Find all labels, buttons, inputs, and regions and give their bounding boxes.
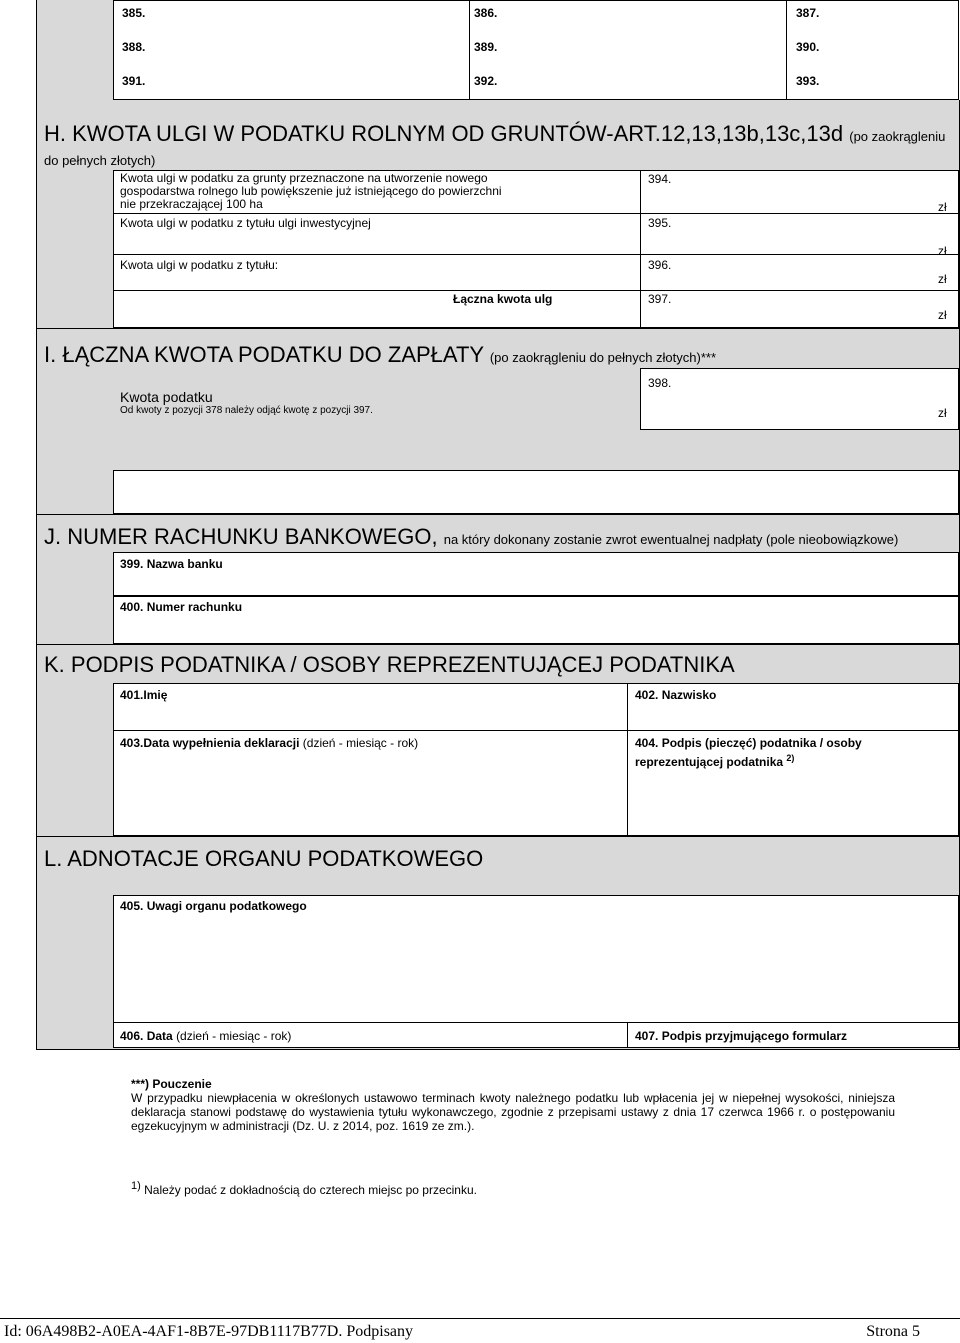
field-387[interactable]: 387.: [796, 6, 820, 20]
receiver-signature-label: 407. Podpis przyjmującego formularz: [635, 1029, 848, 1043]
first-name-field[interactable]: [113, 683, 628, 731]
h-row-394-label: Kwota ulgi w podatku za grunty przeznaczone na utworzenie nowego gospodarstwa rolnego lub powiększenie już istniejącego do powierzchni nie przekraczającej 100 ha: [120, 171, 502, 211]
receipt-date-label: 406. Data (dzień - miesiąc - rok): [120, 1029, 292, 1043]
section-i-empty-box: [113, 470, 959, 514]
h-row-396-unit: zł: [938, 272, 947, 286]
bank-name-label: 399. Nazwa banku: [120, 557, 223, 571]
section-i-title: I. ŁĄCZNA KWOTA PODATKU DO ZAPŁATY (po zaokrągleniu do pełnych złotych)***: [44, 342, 716, 367]
field-386[interactable]: 386.: [474, 6, 498, 20]
field-393[interactable]: 393.: [796, 74, 820, 88]
document-id: Id: 06A498B2-A0EA-4AF1-8B7E-97DB1117B77D. Podpisany: [4, 1323, 414, 1340]
section-i-label: Kwota podatku: [120, 389, 213, 405]
field-391[interactable]: 391.: [122, 74, 146, 88]
fill-date-label: 403.Data wypełnienia deklaracji (dzień - miesiąc - rok): [120, 736, 419, 750]
field-385[interactable]: 385.: [122, 6, 146, 20]
h-row-394-num[interactable]: 394.: [648, 172, 672, 186]
footnote-mark: 1): [131, 1180, 141, 1192]
field-388[interactable]: 388.: [122, 40, 146, 54]
tax-office-remarks-label: 405. Uwagi organu podatkowego: [120, 899, 307, 913]
footer-rule: [0, 1318, 960, 1319]
h-row-396-label: Kwota ulgi w podatku z tytułu:: [120, 258, 279, 272]
top-grid-margin: [36, 0, 116, 100]
h-row-397-num[interactable]: 397.: [648, 292, 672, 306]
field-392[interactable]: 392.: [474, 74, 498, 88]
account-number-label: 400. Numer rachunku: [120, 600, 243, 614]
section-i-unit: zł: [938, 406, 947, 420]
page-number: Strona 5: [866, 1323, 920, 1340]
notice-text: W przypadku niewpłacenia w określonych ustawowo terminach kwoty należnego podatku lub wpłacenia jej w niepełnej wysokości, niniejsza deklaracja stanowi podstawę do wystawienia tytułu wykonawczego, zgodnie z przepisami ustawy z dnia 17 czerwca 1966 r. o postępowaniu egzekucyjnym w administracji (Dz. U. z 2014, poz. 1619 ze zm.).: [131, 1091, 895, 1133]
notice-title: ***) Pouczenie: [131, 1077, 212, 1091]
section-l-title: L. ADNOTACJE ORGANU PODATKOWEGO: [44, 846, 484, 871]
h-row-395-label: Kwota ulgi w podatku z tytułu ulgi inwestycyjnej: [120, 216, 371, 230]
section-i-field-value[interactable]: [640, 368, 959, 430]
section-j-title: J. NUMER RACHUNKU BANKOWEGO, na który dokonany zostanie zwrot ewentualnej nadpłaty (pole nieobowiązkowe): [44, 524, 899, 549]
field-389[interactable]: 389.: [474, 40, 498, 54]
h-row-397-label: Łączna kwota ulg: [453, 292, 553, 306]
h-row-395-unit: zł: [938, 244, 947, 258]
top-grid: [113, 0, 959, 100]
h-row-394-unit: zł: [938, 200, 947, 214]
signature-label: 404. Podpis (pieczęć) podatnika / osoby reprezentującej podatnika $^{2)}$: [635, 736, 862, 769]
section-i-num: 398.: [648, 376, 672, 390]
field-390[interactable]: 390.: [796, 40, 820, 54]
section-i-sublabel: Od kwoty z pozycji 378 należy odjąć kwotę z pozycji 397.: [120, 405, 373, 416]
notice: [131, 1077, 895, 1133]
tax-office-remarks-field[interactable]: [113, 895, 959, 1023]
last-name-label: 402. Nazwisko: [635, 688, 717, 702]
section-h-title-cont: do pełnych złotych): [44, 153, 156, 168]
section-k-title: K. PODPIS PODATNIKA / OSOBY REPREZENTUJĄCEJ PODATNIKA: [44, 652, 735, 677]
h-row-396-num[interactable]: 396.: [648, 258, 672, 272]
h-row-395-num[interactable]: 395.: [648, 216, 672, 230]
first-name-label: 401.Imię: [120, 688, 168, 702]
bank-name-field[interactable]: [113, 552, 959, 596]
footnote-text: Należy podać z dokładnością do czterech miejsc po przecinku.: [144, 1183, 477, 1197]
footnote: [131, 1180, 477, 1197]
h-row-397-unit: zł: [938, 308, 947, 322]
section-h-title: H. KWOTA ULGI W PODATKU ROLNYM OD GRUNTÓW-ART.12,13,13b,13c,13d (po zaokrągleniu: [44, 121, 946, 146]
